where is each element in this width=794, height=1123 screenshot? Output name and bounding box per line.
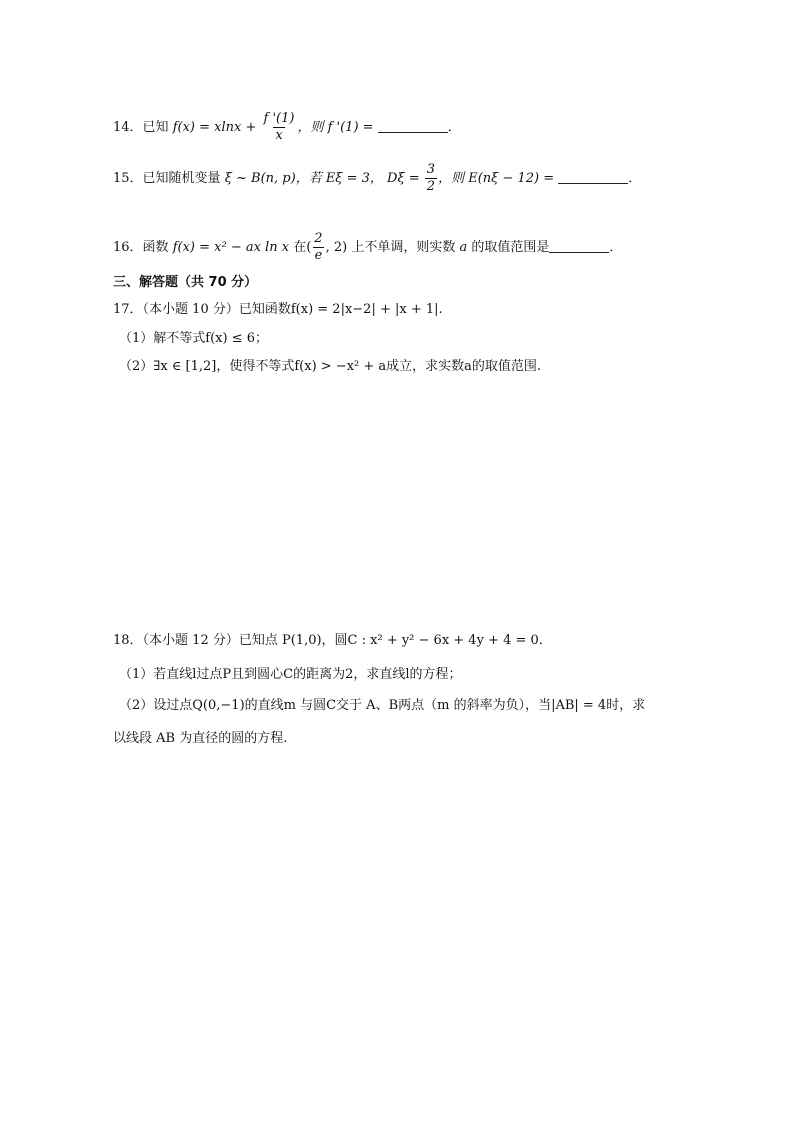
q15-fraction-denominator: 2 [426,179,436,194]
q15-end: ． [628,171,642,186]
q18-part-1: （1）若直线l过点P且到圆心C的距离为2，求直线l的方程； [119,667,462,682]
q16-in: 在 [293,240,307,255]
q17-part-1: （1）解不等式f(x) ≤ 6； [119,331,268,346]
q16-interval-close: , 2) [325,240,348,255]
q16-interval-open: ( [306,240,312,255]
q16-variable: a [459,240,468,255]
question-14 [113,111,461,144]
q14-mid: ，则 f '(1) = [297,120,374,135]
q15-condition-2: Dξ = [387,171,420,186]
q16-prefix: 函数 [142,240,169,255]
q14-answer-blank[interactable] [378,120,448,133]
q18-part-2-line-2: 以线段 AB 为直径的圆的方程. [113,731,288,746]
q15-fraction [425,162,437,195]
q16-suffix: 的取值范围是 [471,240,550,255]
q15-answer-blank[interactable] [558,171,628,184]
q15-condition-1: ，若 Eξ = 3， [295,171,383,186]
q16-end: ． [609,240,623,255]
q16-fraction-denominator: e [314,248,323,263]
q14-fraction [262,111,297,144]
q16-number: 16． [113,240,143,255]
q16-mid: 上不单调，则实数 [351,240,456,255]
q15-fraction-numerator: 3 [426,162,436,177]
q14-fraction-denominator: x [275,128,283,143]
q14-lhs: f(x) = xlnx + [172,120,257,135]
question-15 [113,162,641,195]
q14-prefix: 已知 [142,120,169,135]
q18-stem: 18．（本小题 12 分）已知点 P(1,0)，圆C : x² + y² − 6x + 4y + 4 = 0． [113,633,552,648]
q15-prefix: 已知随机变量 [142,171,221,186]
q17-stem: 17．（本小题 10 分）已知函数f(x) = 2|x−2| + |x + 1|. [113,302,443,317]
q17-part-2: （2）∃x ∈ [1,2]，使得不等式f(x) > −x² + a成立，求实数a的取值范围. [119,359,542,374]
q16-fraction-numerator: 2 [314,231,323,246]
section-3-title: 三、解答题（共 70 分） [113,275,258,290]
q15-distribution: ξ ~ B(n, p) [224,171,296,186]
q16-function: f(x) = x² − ax ln x [172,240,290,255]
q14-number: 14． [113,120,143,135]
q16-fraction [312,231,324,264]
question-16 [113,231,622,264]
q15-mid: ，则 E(nξ − 12) = [438,171,555,186]
q15-number: 15． [113,171,143,186]
q14-fraction-numerator: f '(1) [263,111,295,126]
q16-answer-blank[interactable] [549,240,609,253]
q18-part-2-line-1: （2）设过点Q(0,−1)的直线m 与圆C交于 A、B两点（m 的斜率为负），当|AB| = 4时，求 [119,698,646,713]
q14-end: ． [447,120,461,135]
